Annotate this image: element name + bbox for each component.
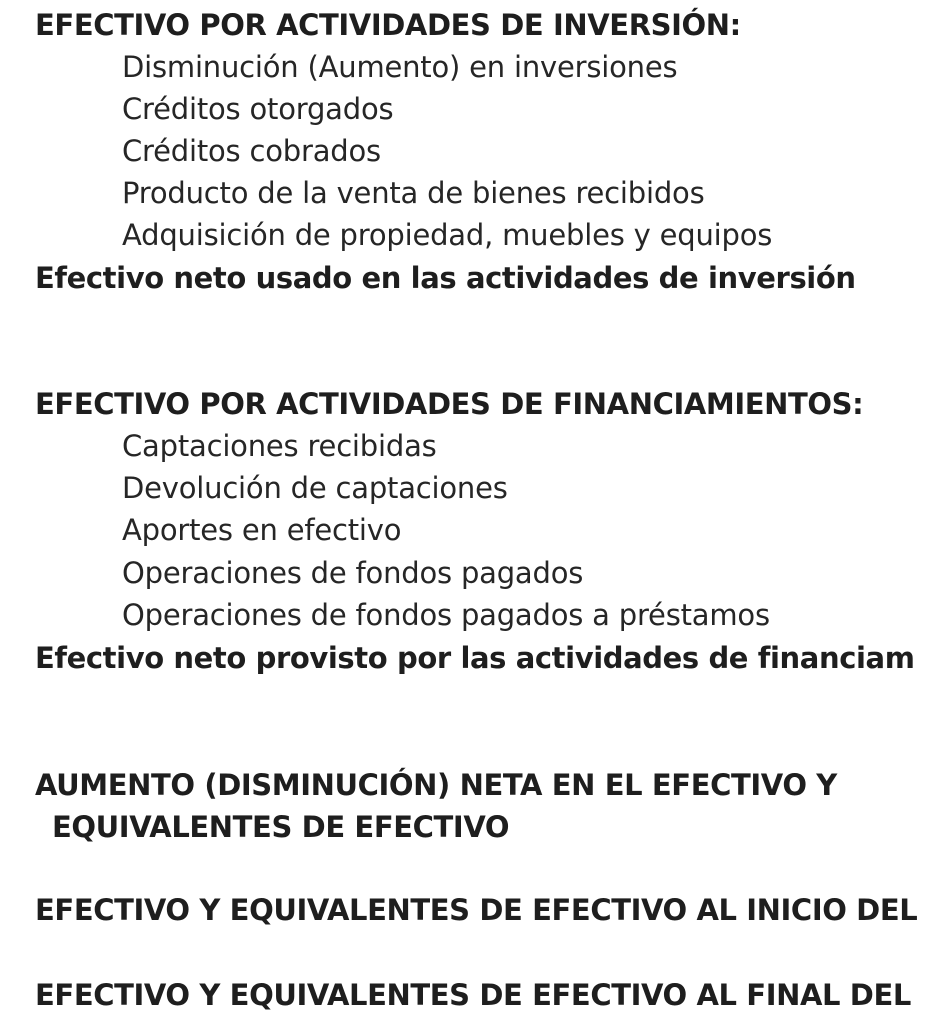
net-change-line-2: EQUIVALENTES DE EFECTIVO (52, 810, 510, 844)
financing-item-cash-contributions: Aportes en efectivo (122, 513, 402, 547)
investment-total: Efectivo neto usado en las actividades de inversión (35, 261, 856, 295)
investment-item-property-acquisition: Adquisición de propiedad, muebles y equipos (122, 218, 773, 252)
financing-item-deposits-received: Captaciones recibidas (122, 429, 437, 463)
financing-total: Efectivo neto provisto por las actividades de financiam (35, 641, 915, 675)
beginning-balance-label: EFECTIVO Y EQUIVALENTES DE EFECTIVO AL INICIO DEL (35, 893, 918, 927)
financing-heading: EFECTIVO POR ACTIVIDADES DE FINANCIAMIENTOS: (35, 387, 864, 421)
investment-item-credits-collected: Créditos cobrados (122, 134, 381, 168)
financing-item-fund-operations-loans: Operaciones de fondos pagados a préstamos (122, 598, 770, 632)
investment-item-credits-granted: Créditos otorgados (122, 92, 394, 126)
investment-item-sale-of-assets: Producto de la venta de bienes recibidos (122, 176, 705, 210)
investment-item-investments: Disminución (Aumento) en inversiones (122, 50, 678, 84)
financing-item-fund-operations: Operaciones de fondos pagados (122, 556, 584, 590)
financing-item-deposit-returns: Devolución de captaciones (122, 471, 508, 505)
net-change-line-1: AUMENTO (DISMINUCIÓN) NETA EN EL EFECTIVO Y (35, 768, 837, 802)
ending-balance-label: EFECTIVO Y EQUIVALENTES DE EFECTIVO AL FINAL DEL (35, 978, 911, 1012)
investment-heading: EFECTIVO POR ACTIVIDADES DE INVERSIÓN: (35, 8, 741, 42)
